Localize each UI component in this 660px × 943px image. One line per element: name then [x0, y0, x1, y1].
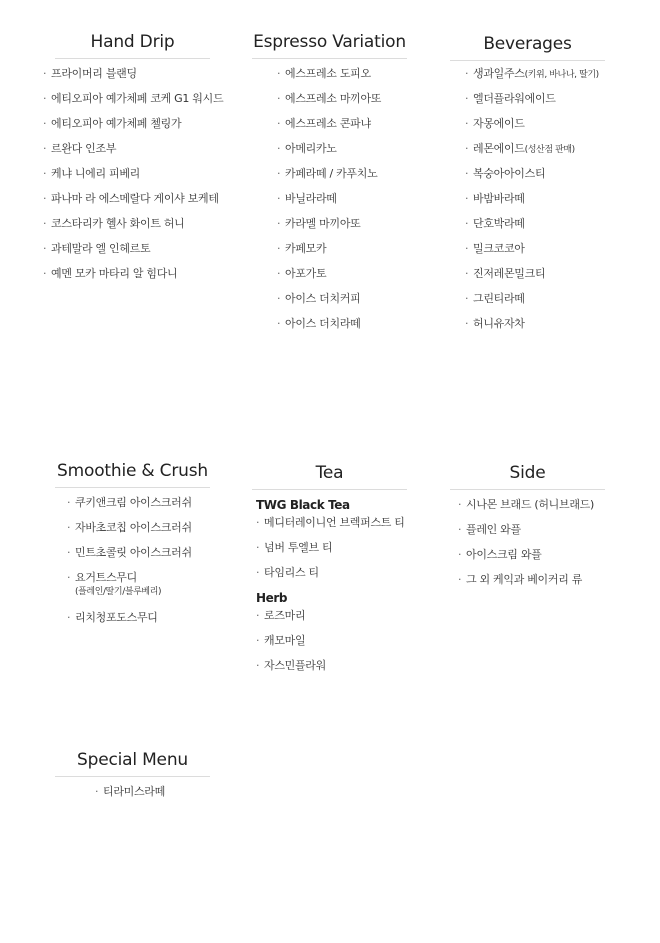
tea-group [256, 498, 407, 591]
menu-item: · 자바초코칩 아이스크러쉬 [67, 521, 192, 534]
menu-item-options: (플레인/딸기/블루베리) [75, 587, 162, 597]
menu-item: · 파나마 라 에스메랄다 게이샤 보케테 [43, 192, 219, 205]
divider [55, 776, 210, 777]
menu-list [277, 67, 407, 342]
tea-section [252, 461, 407, 684]
divider [450, 489, 605, 490]
menu-item: · 바닐라라떼 [277, 192, 337, 205]
menu-list [67, 496, 210, 636]
menu-item: · 그린티라떼 [465, 292, 525, 305]
section-title: Espresso Variation [253, 32, 406, 52]
menu-list [95, 785, 210, 810]
special-section [55, 748, 210, 810]
divider [252, 58, 407, 59]
menu-item: · 과테말라 엘 인헤르토 [43, 242, 151, 255]
menu-item: · 넘버 투엘브 티 [256, 541, 333, 554]
menu-list [465, 67, 605, 342]
menu-item: · 에티오피아 예가체페 코케 G1 워시드 [43, 92, 224, 105]
tea-group [256, 591, 407, 684]
menu-item: · 아이스 더치라떼 [277, 317, 361, 330]
menu-item: · 카라멜 마끼아또 [277, 217, 361, 230]
menu-item: · 에스프레소 콘파냐 [277, 117, 371, 130]
menu-item: · 르완다 인조부 [43, 142, 117, 155]
menu-item: · 캐모마일 [256, 634, 306, 647]
menu-item: · 시나몬 브래드 (허니브래드) [458, 498, 594, 511]
menu-list [256, 609, 407, 684]
menu-item: · 허니유자차 [465, 317, 525, 330]
hand-drip-section [43, 30, 224, 292]
menu-item: · 아이스크림 와플 [458, 548, 542, 561]
divider [252, 489, 407, 490]
menu-item: · 아메리카노 [277, 142, 337, 155]
menu-item: · 티라미스라떼 [95, 785, 165, 798]
menu-item: · 타임리스 티 [256, 566, 319, 579]
subheading: Herb [256, 591, 288, 605]
menu-item: · 로즈마리 [256, 609, 306, 622]
menu-item: · 메디터레이니언 브렉퍼스트 티 [256, 516, 405, 529]
menu-item: · 에티오피아 예가체페 첼링가 [43, 117, 182, 130]
menu-item: · 에스프레소 도피오 [277, 67, 371, 80]
beverages-section [450, 32, 605, 342]
menu-item: · 프라이머리 블랜딩 [43, 67, 137, 80]
menu-item: · 아이스 더치커피 [277, 292, 361, 305]
menu-item: · 레몬에이드(성산점 판매) [465, 142, 575, 155]
menu-item: · 코스타리카 헬사 화이트 허니 [43, 217, 185, 230]
menu-item: · 자스민플라워 [256, 659, 326, 672]
menu-item: · 카페라떼 / 카푸치노 [277, 167, 378, 180]
subheading: TWG Black Tea [256, 498, 350, 512]
menu-item: · 요거트스무디 (플레인/딸기/블루베리) [67, 571, 210, 611]
menu-list [458, 498, 605, 598]
menu-item: · 복숭아아이스티 [465, 167, 546, 180]
menu-item: · 아포가토 [277, 267, 327, 280]
divider [55, 58, 210, 59]
section-title: Beverages [483, 34, 572, 54]
side-section [450, 461, 605, 598]
divider [55, 487, 210, 488]
menu-item: · 에스프레소 마끼아또 [277, 92, 382, 105]
menu-item: · 그 외 케익과 베이커리 류 [458, 573, 583, 586]
divider [450, 60, 605, 61]
section-title: Tea [315, 463, 344, 483]
section-title: Side [509, 463, 546, 483]
section-title: Special Menu [77, 750, 188, 770]
menu-item: · 자몽에이드 [465, 117, 525, 130]
menu-item: · 리치청포도스무디 [67, 611, 158, 624]
menu-item: · 엘더플라워에이드 [465, 92, 556, 105]
smoothie-section [55, 459, 210, 636]
menu-item: · 카페모카 [277, 242, 327, 255]
section-title: Hand Drip [90, 32, 175, 52]
menu-item: · 바밤바라떼 [465, 192, 525, 205]
section-title: Smoothie & Crush [57, 461, 208, 481]
menu-list [43, 67, 224, 292]
espresso-section [252, 30, 407, 342]
menu-item: · 케냐 니에리 피베리 [43, 167, 141, 180]
menu-item: · 단호박라떼 [465, 217, 525, 230]
menu-item: · 생과일주스(키위, 바나나, 딸기) [465, 67, 599, 80]
menu-item: · 예멘 모카 마타리 알 힘다니 [43, 267, 178, 280]
menu-item: · 민트초콜릿 아이스크러쉬 [67, 546, 192, 559]
menu-item: · 진저레몬밀크티 [465, 267, 546, 280]
menu-list [256, 516, 407, 591]
menu-item: · 플레인 와플 [458, 523, 521, 536]
menu-item: · 쿠키앤크림 아이스크러쉬 [67, 496, 192, 509]
menu-item: · 밀크코코아 [465, 242, 525, 255]
